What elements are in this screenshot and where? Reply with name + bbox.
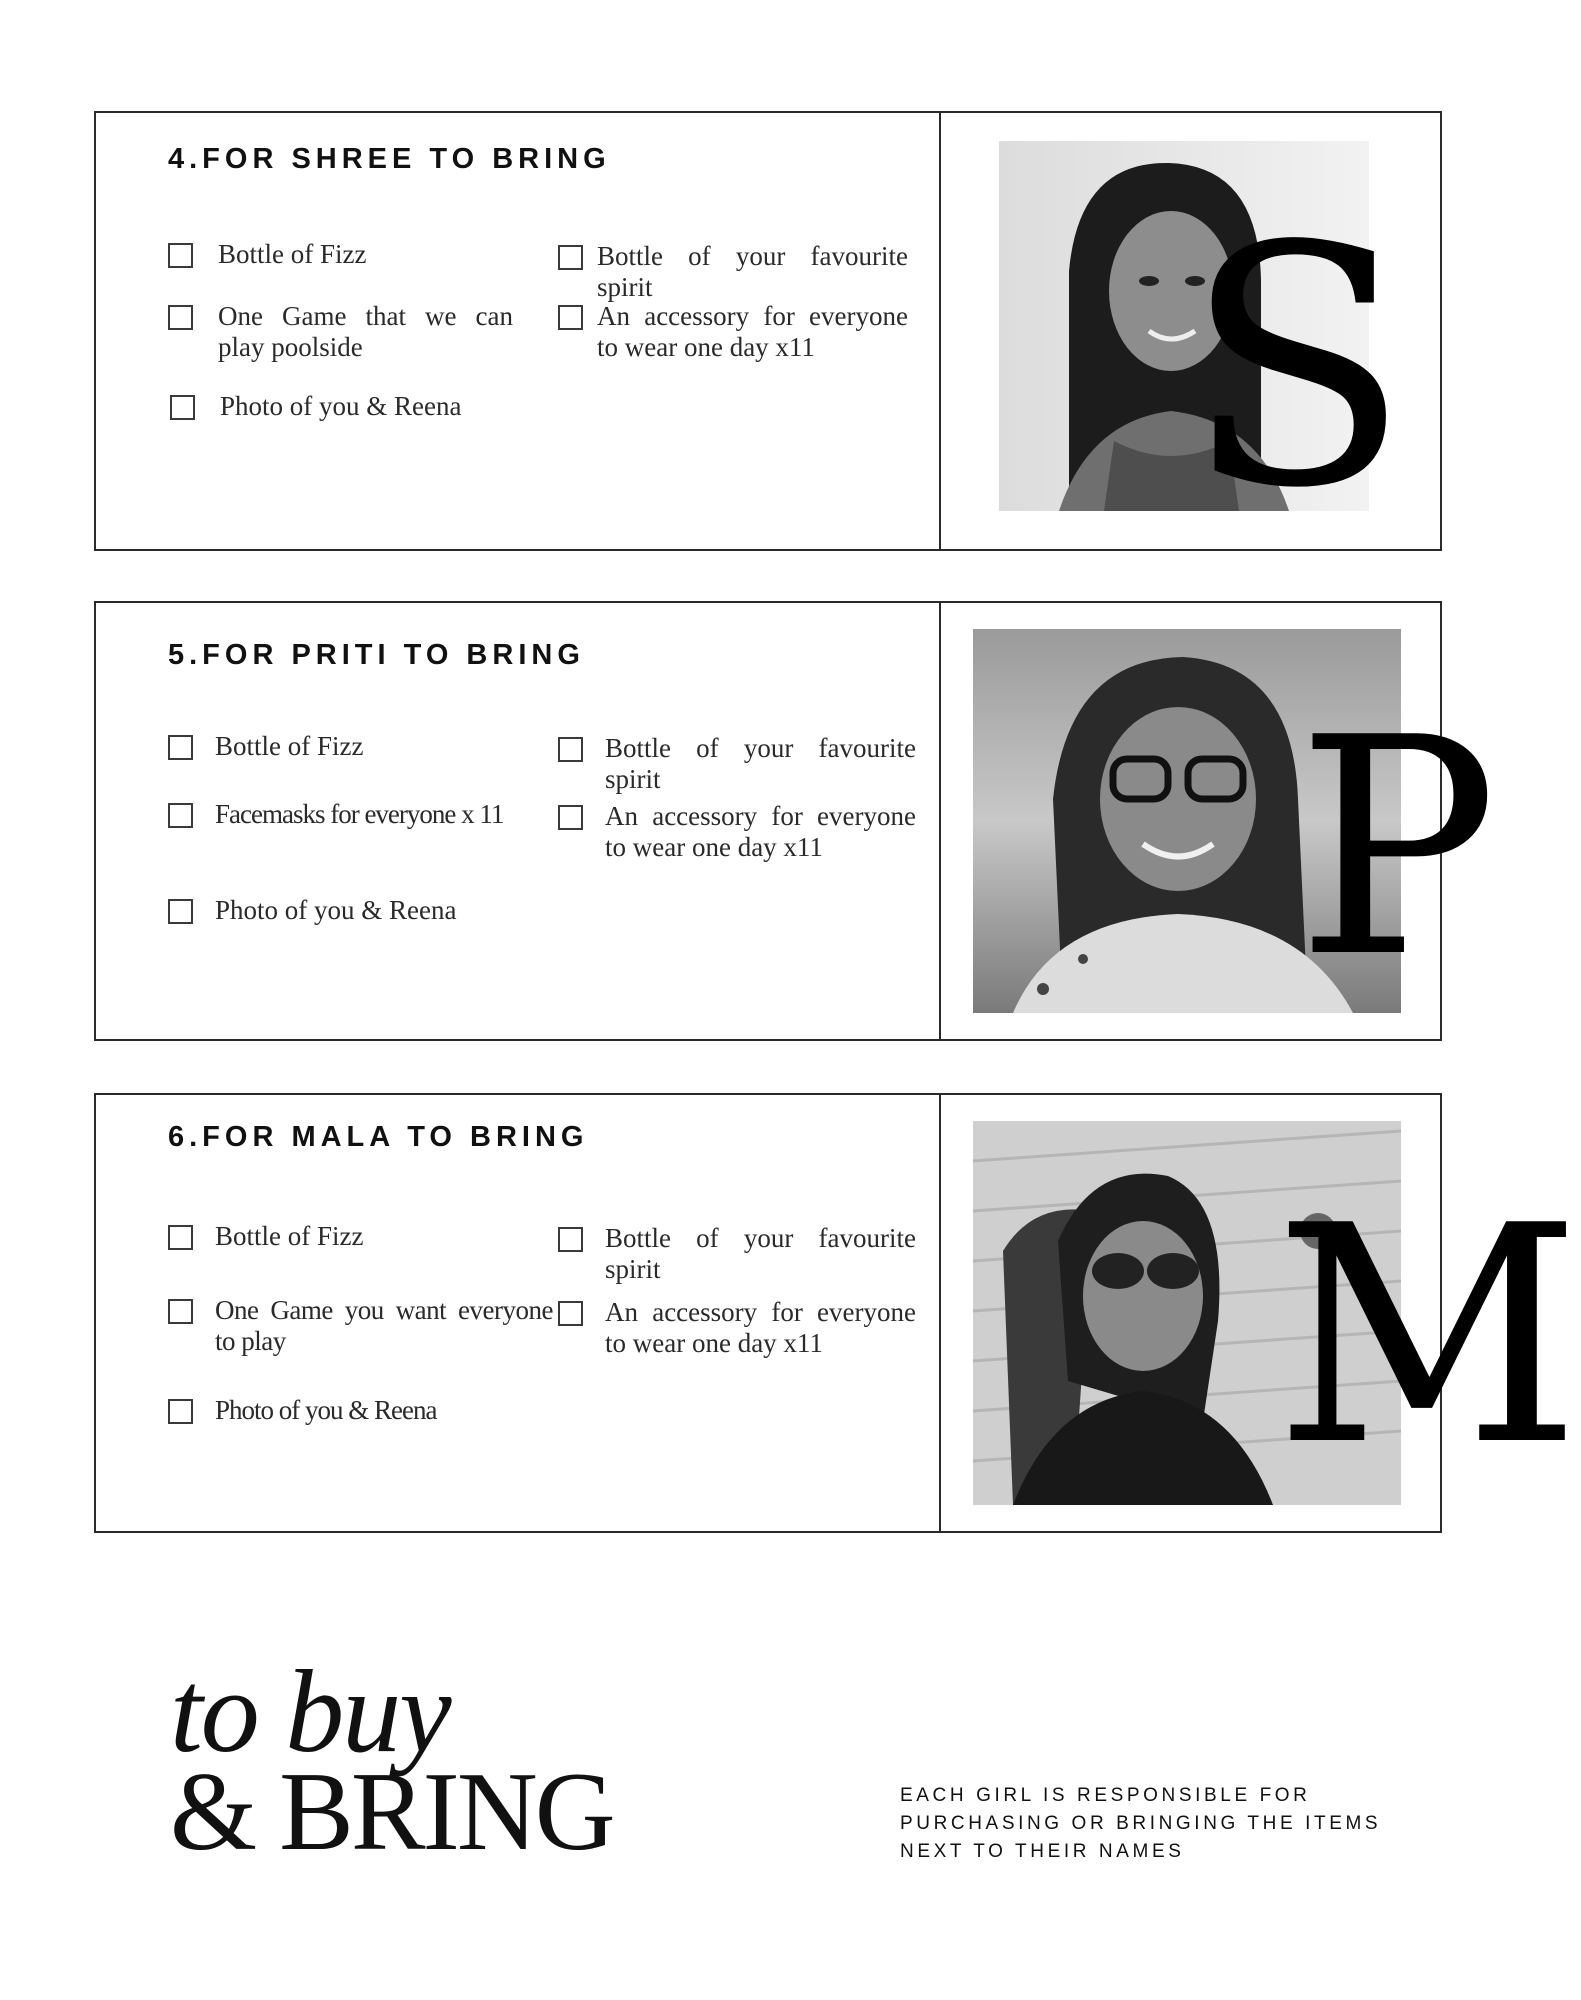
card-divider — [939, 1095, 941, 1531]
checkbox[interactable] — [558, 1227, 583, 1252]
checkbox[interactable] — [168, 735, 193, 760]
checklist-item[interactable]: Photo of you & Reena — [170, 391, 530, 422]
card-heading: 6.FOR MALA TO BRING — [168, 1121, 589, 1153]
card-divider — [939, 113, 941, 549]
card-divider — [939, 603, 941, 1039]
checklist-item[interactable]: Bottle of Fizz — [168, 1221, 528, 1252]
checklist-item[interactable]: One Game that we can play poolside — [168, 301, 513, 363]
checklist-item[interactable]: Bottle of your favourite spirit — [558, 241, 908, 303]
checkbox[interactable] — [558, 737, 583, 762]
checklist-item[interactable]: Photo of you & Reena — [168, 895, 528, 926]
checkbox[interactable] — [558, 305, 583, 330]
checkbox[interactable] — [168, 803, 193, 828]
checklist-card-shree — [94, 111, 1442, 560]
footer-note: EACH GIRL IS RESPONSIBLE FOR PURCHASING OR BRINGING THE ITEMS NEXT TO THEIR NAMES — [900, 1785, 1382, 1862]
checklist-card-mala — [94, 1093, 1581, 1533]
checkbox[interactable] — [168, 243, 193, 268]
checkbox[interactable] — [168, 1225, 193, 1250]
checklist-card-priti — [94, 601, 1498, 1041]
footer-title — [170, 1646, 613, 1874]
checklist-item[interactable]: One Game you want everyone to play — [168, 1295, 553, 1357]
footer-title-script: to buy — [170, 1646, 450, 1777]
checklist-item[interactable]: An accessory for everyone to wear one day x11 — [558, 301, 908, 363]
checkbox[interactable] — [558, 805, 583, 830]
checkbox[interactable] — [170, 395, 195, 420]
monogram-letter: S — [1184, 176, 1411, 560]
checklist-item[interactable]: Bottle of your favourite spirit — [558, 1223, 916, 1285]
card-heading: 5.FOR PRITI TO BRING — [168, 639, 585, 671]
checkbox[interactable] — [168, 1399, 193, 1424]
checkbox[interactable] — [558, 1301, 583, 1326]
checklist-item[interactable]: Facemasks for everyone x 11 — [168, 799, 548, 830]
card-heading: 4.FOR SHREE TO BRING — [168, 143, 611, 175]
checkbox[interactable] — [168, 1299, 193, 1324]
checklist-item[interactable]: An accessory for everyone to wear one day x11 — [558, 801, 916, 863]
checklist-item[interactable]: Bottle of your favourite spirit — [558, 733, 916, 795]
checkbox[interactable] — [168, 899, 193, 924]
monogram-letter: P — [1296, 674, 1498, 1023]
checkbox[interactable] — [558, 245, 583, 270]
checklist-item[interactable]: Bottle of Fizz — [168, 731, 528, 762]
footer-title-caps: & BRING — [170, 1750, 613, 1874]
checkbox[interactable] — [168, 305, 193, 330]
checklist-item[interactable]: Photo of you & Reena — [168, 1395, 528, 1426]
monogram-letter: M — [1274, 1162, 1581, 1511]
checklist-item[interactable]: Bottle of Fizz — [168, 239, 528, 270]
checklist-item[interactable]: An accessory for everyone to wear one day x11 — [558, 1297, 916, 1359]
